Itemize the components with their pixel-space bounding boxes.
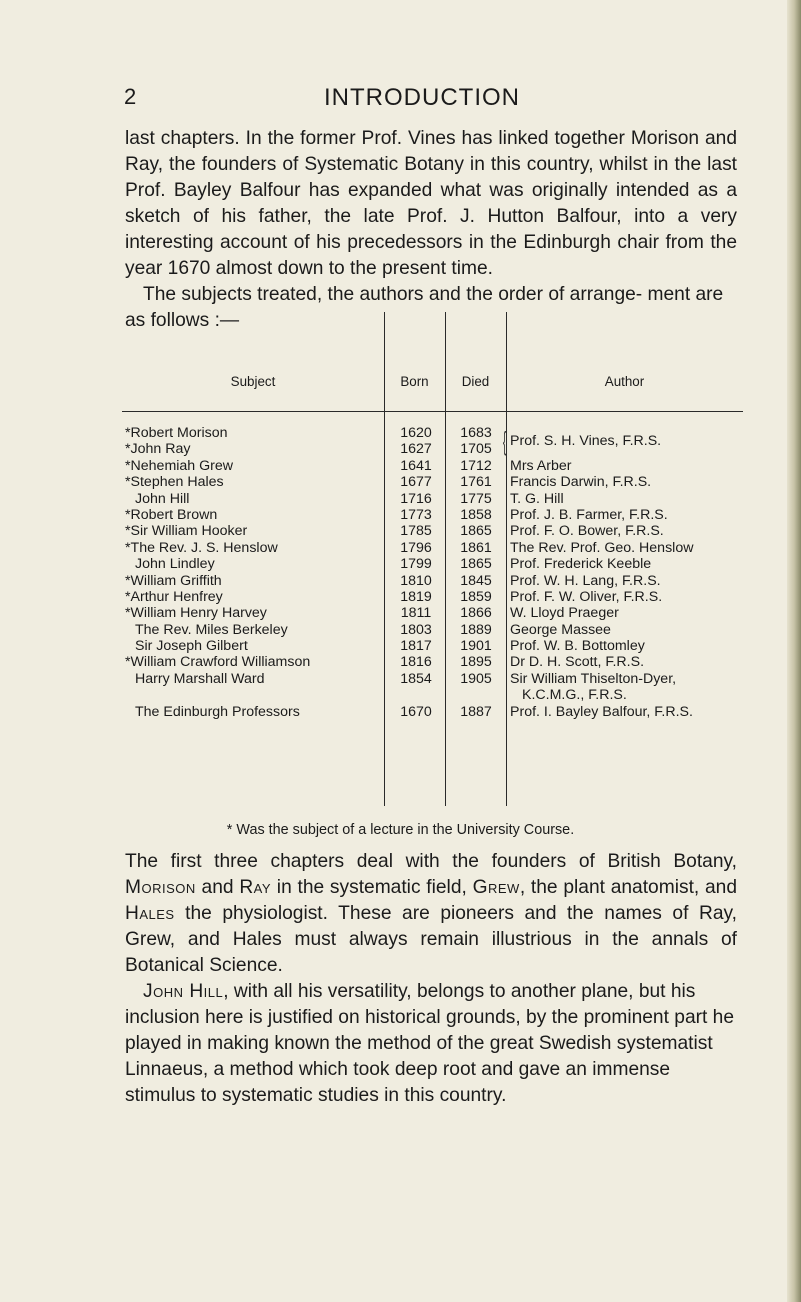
text-run: and (195, 877, 240, 898)
born-cell: 1810 (400, 572, 432, 589)
born-cell: 1819 (400, 588, 432, 605)
brace-glyph: { (503, 426, 507, 456)
table-body (122, 425, 743, 720)
born-cell: 1773 (400, 506, 432, 523)
died-cell: 1859 (460, 588, 492, 605)
author-cell: The Rev. Prof. Geo. Henslow (510, 539, 694, 556)
table-row (122, 638, 743, 654)
page-number: 2 (124, 84, 137, 109)
subject-cell: *Arthur Henfrey (125, 588, 223, 605)
text-run: The first three chapters deal with the founders of British Botany, (125, 851, 737, 872)
subject-cell: *William Henry Harvey (125, 605, 267, 622)
text-run: , the plant anatomist, and (519, 877, 737, 898)
table-row (122, 540, 743, 556)
author-cell: Prof. W. H. Lang, F.R.S. (510, 572, 661, 589)
subject-cell: *Robert Morison (125, 425, 228, 441)
header-died: Died (461, 374, 490, 389)
table-row (122, 523, 743, 539)
intro-paragraph-1: last chapters. In the former Prof. Vines has linked together Morison and Ray, the founders of Systematic Botany in this country, whilst in the last Prof. Bayley Balfour has expanded what was originally intended as a sketch of his father, the late Prof. J. Hutton Balfour, into a very interesting account of his precedessors in the Edinburgh chair from the year 1670 almost down to the present time. (125, 128, 737, 279)
died-cell: 1866 (460, 605, 492, 622)
died-cell: 1761 (460, 474, 492, 491)
died-cell: 1705 (460, 441, 492, 458)
subject-cell: *John Ray (125, 441, 191, 458)
died-cell: 1901 (460, 638, 492, 655)
text-run: in the systematic field, (271, 877, 473, 898)
running-head: INTRODUCTION (324, 84, 520, 111)
subject-cell: John Hill (135, 490, 190, 507)
subject-cell: Harry Marshall Ward (135, 670, 265, 687)
died-cell: 1858 (460, 506, 492, 523)
subject-cell: *Sir William Hooker (125, 523, 248, 540)
header-rule (122, 411, 743, 412)
died-cell: 1775 (460, 490, 492, 507)
died-cell: 1861 (460, 539, 492, 556)
born-cell: 1627 (400, 441, 432, 458)
name-morison: Morison (125, 877, 196, 898)
header-author: Author (604, 374, 645, 389)
author-cell: Mrs Arber (510, 457, 572, 474)
died-cell: 1895 (460, 654, 492, 671)
subject-cell: *Robert Brown (125, 506, 218, 523)
page-header (112, 84, 732, 114)
died-cell: 1865 (460, 556, 492, 573)
author-cell: Prof. S. H. Vines, F.R.S. (510, 433, 662, 449)
author-cell: Dr D. H. Scott, F.R.S. (510, 654, 645, 671)
subject-cell: John Lindley (135, 556, 215, 573)
subject-cell: *William Griffith (125, 572, 222, 589)
table-row (122, 556, 743, 572)
table-row (122, 507, 743, 523)
author-cell-continued: K.C.M.G., F.R.S. (522, 687, 627, 704)
subject-cell: The Edinburgh Professors (135, 703, 300, 720)
born-cell: 1620 (400, 425, 432, 441)
born-cell: 1816 (400, 654, 432, 671)
name-hales: Hales (125, 903, 175, 924)
subject-cell: *Nehemiah Grew (125, 457, 234, 474)
born-cell: 1817 (400, 638, 432, 655)
body-paragraph-1 (125, 849, 737, 979)
born-cell: 1854 (400, 670, 432, 687)
died-cell: 1845 (460, 572, 492, 589)
born-cell: 1670 (400, 703, 432, 720)
born-cell: 1811 (400, 605, 432, 622)
table-row (122, 622, 743, 638)
table-row (122, 654, 743, 670)
body-paragraph-2 (125, 979, 737, 1109)
author-cell: Prof. J. B. Farmer, F.R.S. (510, 506, 668, 523)
born-cell: 1677 (400, 474, 432, 491)
born-cell: 1803 (400, 621, 432, 638)
table-row (122, 458, 743, 474)
table-row (122, 704, 743, 720)
died-cell: 1887 (460, 703, 492, 720)
subjects-table (122, 312, 743, 806)
header-subject: Subject (230, 374, 276, 389)
text-run: the physiologist. These are pioneers and the names of Ray, Grew, and Hales must always remain illustrious in the annals of Botanical Science. (125, 903, 737, 976)
table-row (122, 491, 743, 507)
subject-cell: The Rev. Miles Berkeley (135, 621, 288, 638)
author-cell: George Massee (510, 621, 611, 638)
table-row (122, 605, 743, 621)
text-run: , with all his versatility, belongs to another plane, but his inclusion here is justified on historical grounds, by the prominent part he played in making known the method of the great Swedish systematist Linnaeus, a method which took deep root and gave an immense stimulus to systematic studies in this country. (125, 981, 735, 1106)
author-cell: Prof. Frederick Keeble (510, 556, 652, 573)
subject-cell: Sir Joseph Gilbert (135, 638, 248, 655)
born-cell: 1799 (400, 556, 432, 573)
intro-text (125, 126, 737, 334)
table-row (122, 573, 743, 589)
died-cell: 1865 (460, 523, 492, 540)
header-born: Born (400, 374, 429, 389)
subject-cell: *William Crawford Williamson (125, 654, 311, 671)
author-cell: W. Lloyd Praeger (510, 605, 619, 622)
author-cell: Francis Darwin, F.R.S. (510, 474, 652, 491)
author-cell: Prof. F. W. Oliver, F.R.S. (510, 588, 663, 605)
author-cell: Sir William Thiselton-Dyer, (510, 670, 677, 687)
name-john-hill: John Hill (143, 981, 224, 1002)
name-ray: Ray (239, 877, 272, 898)
body-text (125, 849, 737, 1109)
author-cell: T. G. Hill (510, 490, 564, 507)
author-cell: Prof. W. B. Bottomley (510, 638, 645, 655)
table-row-group (122, 425, 743, 458)
born-cell: 1785 (400, 523, 432, 540)
died-cell: 1905 (460, 670, 492, 687)
died-cell: 1889 (460, 621, 492, 638)
author-cell: Prof. F. O. Bower, F.R.S. (510, 523, 664, 540)
table-row (122, 589, 743, 605)
subject-cell: *Stephen Hales (125, 474, 224, 491)
died-cell: 1683 (460, 425, 492, 441)
name-grew: Grew (472, 877, 520, 898)
intro-paragraph-2: The subjects treated, the authors and the order of arrange- ment are as follows :— (125, 284, 724, 331)
author-cell: Prof. I. Bayley Balfour, F.R.S. (510, 703, 693, 720)
table-row (122, 671, 743, 704)
subject-cell: *The Rev. J. S. Henslow (125, 539, 278, 556)
born-cell: 1641 (400, 457, 432, 474)
page-edge (787, 0, 801, 1302)
table-row (122, 474, 743, 490)
table-footnote: * Was the subject of a lecture in the University Course. (226, 822, 575, 838)
born-cell: 1796 (400, 539, 432, 556)
born-cell: 1716 (400, 490, 432, 507)
died-cell: 1712 (460, 457, 492, 474)
